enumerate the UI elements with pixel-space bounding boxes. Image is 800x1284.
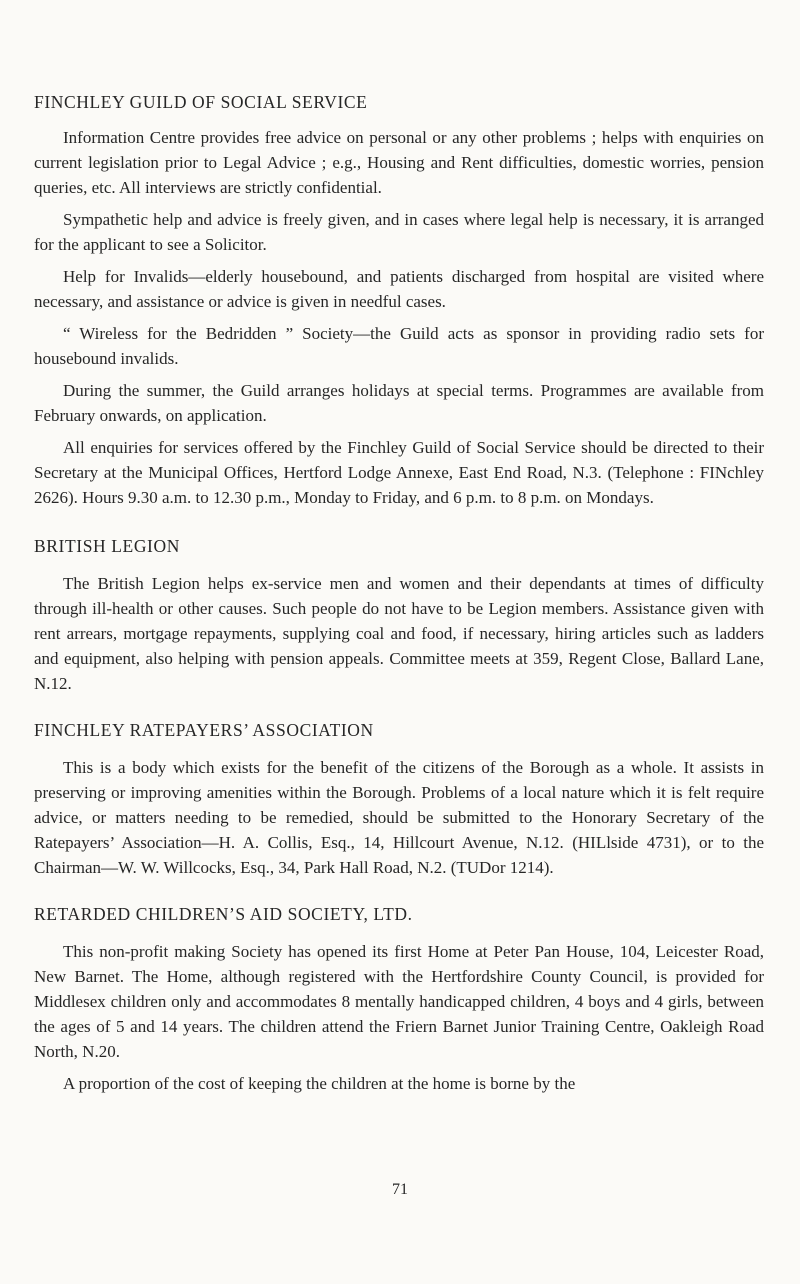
paragraph: Help for Invalids—elderly housebound, and patients discharged from hospital are visited where necessary, and assistance or advice is given in needful cases. (34, 267, 764, 311)
paragraph: The British Legion helps ex-service men and women and their dependants at times of difficulty through ill-health or other causes. Such people do not have to be Legion members. Assistance given with rent arrears, mortgage repayments, supplying coal and food, if necessary, hiring articles such as ladders and equipment, also helping with pension appeals. Committee meets at 359, Regent Close, Ballard Lane, N.12. (34, 574, 764, 693)
paragraph: Sympathetic help and advice is freely given, and in cases where legal help is necessary, it is arranged for the applicant to see a Solicitor. (34, 210, 764, 254)
paragraph: All enquiries for services offered by the Finchley Guild of Social Service should be directed to their Secretary at the Municipal Offices, Hertford Lodge Annexe, East End Road, N.3. (Telephone : FINchley 2626). Hours 9.30 a.m. to 12.30 p.m., Monday to Friday, and 6 p.m. to 8 p.m. on Mondays. (34, 438, 764, 507)
paragraph: This is a body which exists for the benefit of the citizens of the Borough as a whole. It assists in preserving or improving amenities within the Borough. Problems of a local nature which it is felt require advice, or matters needing to be remedied, should be submitted to the Honorary Secretary of the Ratepayers’ Association—H. A. Collis, Esq., 14, Hillcourt Avenue, N.12. (HILlside 4731), or to the Chairman—W. W. Willcocks, Esq., 34, Park Hall Road, N.2. (TUDor 1214). (34, 758, 764, 877)
paragraph: This non-profit making Society has opened its first Home at Peter Pan House, 104, Leicester Road, New Barnet. The Home, although registered with the Hertfordshire County Council, is provided for Middlesex children only and accommodates 8 mentally handicapped children, 4 boys and 4 girls, between the ages of 5 and 14 years. The children attend the Friern Barnet Junior Training Centre, Oakleigh Road North, N.20. (34, 942, 764, 1061)
section-ratepayers-association (34, 720, 764, 880)
section-heading: BRITISH LEGION (34, 536, 180, 556)
section-heading: FINCHLEY RATEPAYERS’ ASSOCIATION (34, 720, 374, 740)
section-british-legion (34, 536, 764, 696)
section-heading: RETARDED CHILDREN’S AID SOCIETY, LTD. (34, 904, 413, 924)
paragraph: Information Centre provides free advice on personal or any other problems ; helps with enquiries on current legislation prior to Legal Advice ; e.g., Housing and Rent difficulties, domestic worries, pension queries, etc. All interviews are strictly confidential. (34, 128, 764, 197)
section-finchley-guild (34, 92, 764, 510)
section-heading: FINCHLEY GUILD OF SOCIAL SERVICE (34, 92, 368, 112)
paragraph: “ Wireless for the Bedridden ” Society—the Guild acts as sponsor in providing radio sets for housebound invalids. (34, 324, 764, 368)
section-retarded-childrens-aid (34, 904, 764, 1096)
paragraph: During the summer, the Guild arranges holidays at special terms. Programmes are available from February onwards, on application. (34, 381, 764, 425)
page-number: 71 (392, 1181, 408, 1198)
paragraph: A proportion of the cost of keeping the children at the home is borne by the (63, 1074, 576, 1093)
